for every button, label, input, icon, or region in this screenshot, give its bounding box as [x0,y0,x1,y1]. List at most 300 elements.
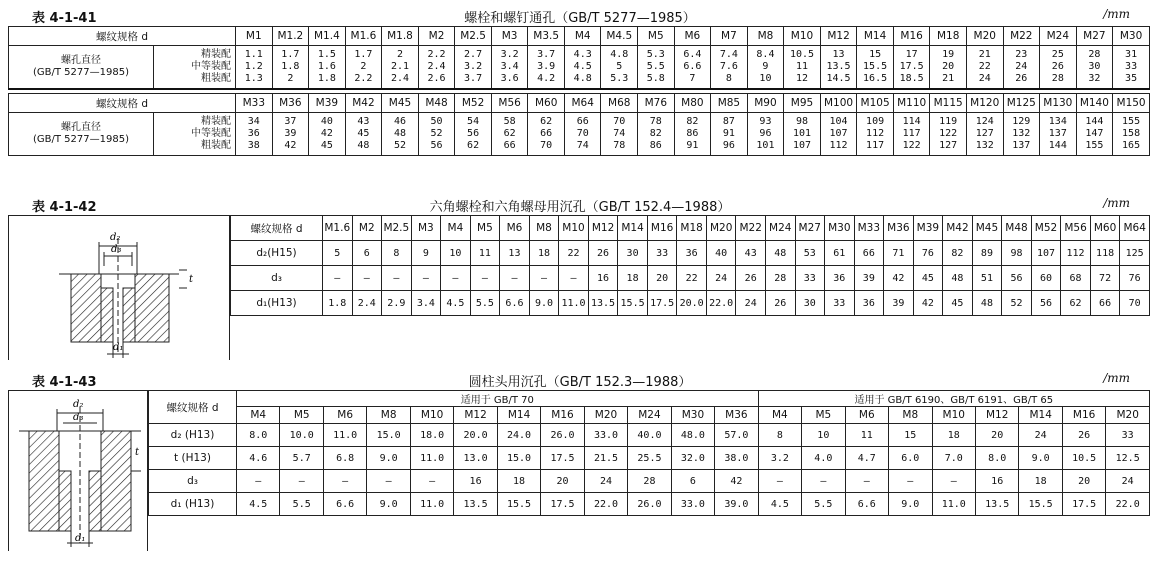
value-cell: 39 [854,266,884,291]
thread-spec-cell: M12 [820,27,857,46]
hole-diameter-cell: 2 2.1 2.4 [382,46,419,90]
value-cell: 38.0 [715,447,758,470]
value-cell: — [889,470,932,493]
value-cell: — [441,266,471,291]
thread-spec-cell: M14 [1019,407,1062,424]
value-cell: 26 [736,266,766,291]
value-cell: 11 [470,241,500,266]
value-cell: 5.5 [470,291,500,316]
value-cell: 30 [618,241,648,266]
thread-spec-cell: M24 [765,216,795,241]
value-cell: 76 [913,241,943,266]
hole-diameter-cell: 134 137 144 [1040,113,1077,156]
value-cell: 43 [736,241,766,266]
thread-spec-cell: M60 [1090,216,1120,241]
thread-spec-cell: M90 [747,94,784,113]
value-cell: 6.6 [323,493,366,516]
value-cell: 28 [765,266,795,291]
table-row [231,291,1150,316]
hole-diameter-cell: 21 22 24 [966,46,1003,90]
thread-spec-cell: M33 [236,94,273,113]
thread-spec-cell: M12 [454,407,497,424]
value-cell: 107 [1031,241,1061,266]
hole-diameter-cell: 62 66 70 [528,113,565,156]
value-cell: 1.8 [323,291,353,316]
value-cell: — [352,266,382,291]
thread-spec-cell: M4 [564,27,601,46]
table-row [149,447,1150,470]
value-cell: 57.0 [715,424,758,447]
thread-spec-cell: M6 [323,407,366,424]
spec-header: 螺纹规格 d [9,94,236,113]
hole-diameter-cell: 13 13.5 14.5 [820,46,857,90]
thread-spec-cell: M130 [1040,94,1077,113]
thread-spec-cell: M76 [638,94,675,113]
value-cell: 6 [352,241,382,266]
thread-spec-cell: M10 [784,27,821,46]
counterbore-section-svg [9,216,229,360]
hole-diameter-cell: 3.7 3.9 4.2 [528,46,565,90]
value-cell: 48.0 [671,424,714,447]
value-cell: — [382,266,412,291]
value-cell: 8 [382,241,412,266]
value-cell: 8 [758,424,801,447]
value-cell: 5.7 [280,447,323,470]
thread-spec-cell: M12 [975,407,1018,424]
thread-spec-cell: M16 [1062,407,1105,424]
hole-diameter-cell: 34 36 38 [236,113,273,156]
value-cell: 15 [889,424,932,447]
table-row [149,424,1150,447]
value-cell: — [500,266,530,291]
thread-spec-cell: M85 [711,94,748,113]
t-drawing-label: t [189,274,194,285]
value-cell: 24 [1106,470,1150,493]
value-cell: 20 [1062,470,1105,493]
value-cell: — [802,470,845,493]
table-label: 表 4-1-41 [32,11,97,26]
thread-spec-cell: M6 [845,407,888,424]
thread-spec-cell: M64 [1120,216,1150,241]
thread-spec-cell: M3.5 [528,27,565,46]
value-cell: 6.0 [889,447,932,470]
value-cell: 70 [1120,291,1150,316]
table-row [149,493,1150,516]
hex-counterbore-table [230,215,1150,316]
thread-spec-cell: M8 [747,27,784,46]
value-cell: 22 [677,266,707,291]
hole-diameter-cell: 58 62 66 [491,113,528,156]
hole-diameter-cell: 124 127 132 [966,113,1003,156]
value-cell: 13.5 [975,493,1018,516]
value-cell: 112 [1061,241,1091,266]
thread-spec-cell: M3 [411,216,441,241]
value-cell: 6.6 [845,493,888,516]
table-4-1-42-section [0,193,1160,365]
table-row [231,266,1150,291]
hole-diameter-cell: 37 39 42 [272,113,309,156]
value-cell: 11.0 [559,291,589,316]
value-cell: — [758,470,801,493]
table-4-1-41-section [0,4,1160,156]
value-cell: 42 [715,470,758,493]
value-cell: — [529,266,559,291]
d3-drawing-label: d₃ [111,244,122,255]
thread-spec-cell: M33 [854,216,884,241]
value-cell: 20 [541,470,584,493]
hole-diameter-cell: 114 117 122 [893,113,930,156]
hole-diameter-cell: 78 82 86 [638,113,675,156]
value-cell: — [323,266,353,291]
thread-spec-cell: M115 [930,94,967,113]
value-cell: — [323,470,366,493]
thread-spec-cell: M1.6 [323,216,353,241]
value-cell: 76 [1120,266,1150,291]
thread-spec-cell: M68 [601,94,638,113]
value-cell: 9.0 [529,291,559,316]
thread-spec-cell: M4 [441,216,471,241]
hole-diameter-cell: 4.8 5 5.3 [601,46,638,90]
value-cell: 5.5 [802,493,845,516]
hole-diameter-cell: 15 15.5 16.5 [857,46,894,90]
value-cell: 53 [795,241,825,266]
hole-diameter-cell: 93 96 101 [747,113,784,156]
row-label: d₁(H13) [231,291,323,316]
value-cell: 89 [972,241,1002,266]
value-cell: 24.0 [497,424,540,447]
thread-spec-cell: M36 [715,407,758,424]
thread-spec-cell: M16 [647,216,677,241]
thread-spec-cell: M27 [795,216,825,241]
hole-diameter-cell: 129 132 137 [1003,113,1040,156]
value-cell: 62 [1061,291,1091,316]
spec-header: 螺纹规格 d [231,216,323,241]
value-cell: — [237,470,280,493]
hole-diameter-cell: 1.7 2 2.2 [345,46,382,90]
value-cell: 18 [932,424,975,447]
thread-spec-cell: M20 [706,216,736,241]
fit-labels: 精装配 中等装配 粗装配 [154,113,236,156]
value-cell: 45 [913,266,943,291]
value-cell: — [411,266,441,291]
value-cell: — [410,470,453,493]
table-label: 表 4-1-43 [32,375,97,390]
thread-spec-cell: M95 [784,94,821,113]
hole-diameter-cell: 40 42 45 [309,113,346,156]
hole-diameter-cell: 25 26 28 [1040,46,1077,90]
thread-spec-cell: M45 [382,94,419,113]
thread-spec-cell: M2 [418,27,455,46]
row-label: d₃ [231,266,323,291]
value-cell: 26 [765,291,795,316]
value-cell: 33 [647,241,677,266]
value-cell: 22.0 [584,493,627,516]
thread-spec-cell: M42 [345,94,382,113]
hole-diameter-label: 螺孔直径 (GB/T 5277—1985) [9,113,154,156]
value-cell: 11 [845,424,888,447]
table-block-1 [9,27,1150,156]
table-4-1-43-section [0,368,1160,560]
thread-spec-cell: M4 [758,407,801,424]
value-cell: 33 [825,291,855,316]
value-cell: 9.0 [1019,447,1062,470]
thread-spec-cell: M1.4 [309,27,346,46]
hole-diameter-cell: 17 17.5 18.5 [893,46,930,90]
value-cell: 17.5 [541,493,584,516]
thread-spec-cell: M100 [820,94,857,113]
value-cell: 11.0 [932,493,975,516]
thread-spec-cell: M48 [1002,216,1032,241]
value-cell: 39 [884,291,914,316]
thread-spec-cell: M22 [1003,27,1040,46]
value-cell: 33 [1106,424,1150,447]
thread-spec-cell: M4 [237,407,280,424]
value-cell: 15.5 [618,291,648,316]
hole-diameter-cell: 4.3 4.5 4.8 [564,46,601,90]
thread-spec-cell: M8 [529,216,559,241]
thread-spec-cell: M8 [367,407,410,424]
unit-label: /mm [1103,7,1130,21]
value-cell: 36 [677,241,707,266]
value-cell: 8.0 [975,447,1018,470]
thread-spec-cell: M12 [588,216,618,241]
hole-diameter-cell: 8.4 9 10 [747,46,784,90]
value-cell: 24 [736,291,766,316]
thread-spec-cell: M5 [280,407,323,424]
thread-spec-cell: M10 [410,407,453,424]
value-cell: 30 [795,291,825,316]
value-cell: 40.0 [628,424,671,447]
thread-spec-cell: M8 [889,407,932,424]
value-cell: 71 [884,241,914,266]
table-body [231,216,1150,316]
value-cell: 26.0 [541,424,584,447]
bolt-hole-table [8,26,1150,156]
value-cell: 4.5 [441,291,471,316]
thread-spec-cell: M2 [352,216,382,241]
thread-spec-cell: M24 [1040,27,1077,46]
thread-spec-cell: M52 [1031,216,1061,241]
hole-diameter-cell: 1.1 1.2 1.3 [236,46,273,90]
value-cell: 82 [943,241,973,266]
thread-spec-cell: M5 [802,407,845,424]
table-title: 螺栓和螺钉通孔（GB/T 5277—1985） [464,11,696,26]
value-cell: 20.0 [677,291,707,316]
value-cell: 48 [943,266,973,291]
d1-drawing-label: d₁ [75,533,86,544]
thread-spec-cell: M30 [671,407,714,424]
spec-header: 螺纹规格 d [149,391,237,424]
value-cell: 24 [706,266,736,291]
value-cell: 6.8 [323,447,366,470]
value-cell: 18 [1019,470,1062,493]
hole-diameter-cell: 2.7 3.2 3.7 [455,46,492,90]
value-cell: 56 [1031,291,1061,316]
thread-spec-cell: M1.6 [345,27,382,46]
hole-diameter-cell: 155 158 165 [1113,113,1150,156]
row-label: d₃ [149,470,237,493]
row-label: d₁ (H13) [149,493,237,516]
value-cell: 15.5 [497,493,540,516]
d2-drawing-label: d₂ [73,399,84,410]
value-cell: 56 [1002,266,1032,291]
thread-spec-cell: M10 [932,407,975,424]
value-cell: 9 [411,241,441,266]
value-cell: 3.2 [758,447,801,470]
value-cell: 4.5 [758,493,801,516]
value-cell: — [559,266,589,291]
value-cell: 16 [454,470,497,493]
hole-diameter-cell: 28 30 32 [1076,46,1113,90]
hole-diameter-cell: 87 91 96 [711,113,748,156]
value-cell: 45 [943,291,973,316]
thread-spec-cell: M110 [893,94,930,113]
hole-diameter-cell: 119 122 127 [930,113,967,156]
value-cell: 32.0 [671,447,714,470]
value-cell: 11.0 [323,424,366,447]
hole-diameter-cell: 104 107 112 [820,113,857,156]
value-cell: 15.0 [367,424,410,447]
thread-spec-cell: M1.8 [382,27,419,46]
table-title: 圆柱头用沉孔（GB/T 152.3—1988） [468,375,692,390]
thread-spec-cell: M20 [966,27,1003,46]
value-cell: 17.5 [647,291,677,316]
d2-drawing-label: d₂ [110,232,121,243]
fit-labels: 精装配 中等装配 粗装配 [154,46,236,90]
value-cell: 7.0 [932,447,975,470]
thread-spec-cell: M18 [677,216,707,241]
thread-spec-cell: M14 [497,407,540,424]
value-cell: 42 [913,291,943,316]
value-cell: 18.0 [410,424,453,447]
thread-spec-cell: M52 [455,94,492,113]
thread-spec-cell: M4.5 [601,27,638,46]
value-cell: 10 [802,424,845,447]
thread-spec-cell: M30 [825,216,855,241]
thread-spec-cell: M14 [618,216,648,241]
thread-spec-cell: M80 [674,94,711,113]
value-cell: 48 [972,291,1002,316]
thread-spec-cell: M48 [418,94,455,113]
thread-spec-cell: M2.5 [455,27,492,46]
value-cell: 36 [825,266,855,291]
row-label: d₂ (H13) [149,424,237,447]
value-cell: 24 [584,470,627,493]
cylinder-head-counterbore-table [148,390,1150,516]
value-cell: 26.0 [628,493,671,516]
value-cell: 20 [647,266,677,291]
value-cell: 15.0 [497,447,540,470]
value-cell: 16 [975,470,1018,493]
value-cell: 125 [1120,241,1150,266]
value-cell: 68 [1061,266,1091,291]
thread-spec-cell: M6 [674,27,711,46]
thread-spec-cell: M56 [491,94,528,113]
value-cell: 42 [884,266,914,291]
value-cell: 16 [588,266,618,291]
value-cell: 18 [618,266,648,291]
value-cell: 9.0 [367,447,410,470]
thread-spec-cell: M5 [470,216,500,241]
value-cell: 40 [706,241,736,266]
value-cell: 15.5 [1019,493,1062,516]
value-cell: 9.0 [889,493,932,516]
value-cell: 2.4 [352,291,382,316]
hole-diameter-cell: 66 70 74 [564,113,601,156]
hole-diameter-cell: 144 147 155 [1076,113,1113,156]
row-label: t (H13) [149,447,237,470]
value-cell: 9.0 [367,493,410,516]
value-cell: 24 [1019,424,1062,447]
value-cell: — [932,470,975,493]
value-cell: 66 [1090,291,1120,316]
value-cell: 6 [671,470,714,493]
group-gb70: 适用于 GB/T 70 [237,391,759,407]
t-drawing-label: t [135,447,140,458]
value-cell: 4.7 [845,447,888,470]
hole-diameter-cell: 10.5 11 12 [784,46,821,90]
value-cell: 17.5 [1062,493,1105,516]
thread-spec-cell: M3 [491,27,528,46]
thread-spec-cell: M39 [913,216,943,241]
hole-diameter-cell: 2.2 2.4 2.6 [418,46,455,90]
thread-spec-cell: M22 [736,216,766,241]
value-cell: 22.0 [706,291,736,316]
thread-spec-cell: M24 [628,407,671,424]
value-cell: 10.5 [1062,447,1105,470]
value-cell: 4.5 [237,493,280,516]
thread-spec-cell: M2.5 [382,216,412,241]
hole-diameter-cell: 5.3 5.5 5.8 [638,46,675,90]
value-cell: 6.6 [500,291,530,316]
d3-drawing-label: d₃ [73,412,84,423]
value-cell: 13 [500,241,530,266]
hole-diameter-cell: 98 101 107 [784,113,821,156]
thread-spec-cell: M105 [857,94,894,113]
value-cell: 13.0 [454,447,497,470]
value-cell: 18 [497,470,540,493]
counterbore-section-svg [9,391,147,551]
thread-spec-cell: M45 [972,216,1002,241]
thread-spec-cell: M6 [500,216,530,241]
value-cell: 66 [854,241,884,266]
value-cell: 33.0 [584,424,627,447]
table-body [149,391,1150,516]
d1-drawing-label: d₁ [113,342,124,353]
value-cell: 5.5 [280,493,323,516]
value-cell: 28 [628,470,671,493]
thread-spec-cell: M140 [1076,94,1113,113]
thread-spec-cell: M18 [930,27,967,46]
value-cell: 10.0 [280,424,323,447]
value-cell: 8.0 [237,424,280,447]
thread-spec-cell: M16 [893,27,930,46]
value-cell: 11.0 [410,447,453,470]
value-cell: 20.0 [454,424,497,447]
hole-diameter-cell: 43 45 48 [345,113,382,156]
hole-diameter-label: 螺孔直径 (GB/T 5277—1985) [9,46,154,90]
value-cell: 13.5 [588,291,618,316]
thread-spec-cell: M125 [1003,94,1040,113]
value-cell: 48 [765,241,795,266]
value-cell: 61 [825,241,855,266]
table-title: 六角螺栓和六角螺母用沉孔（GB/T 152.4—1988） [429,200,731,215]
hole-diameter-cell: 19 20 21 [930,46,967,90]
thread-spec-cell: M7 [711,27,748,46]
value-cell: — [367,470,410,493]
hole-diameter-cell: 31 33 35 [1113,46,1150,90]
value-cell: 4.6 [237,447,280,470]
